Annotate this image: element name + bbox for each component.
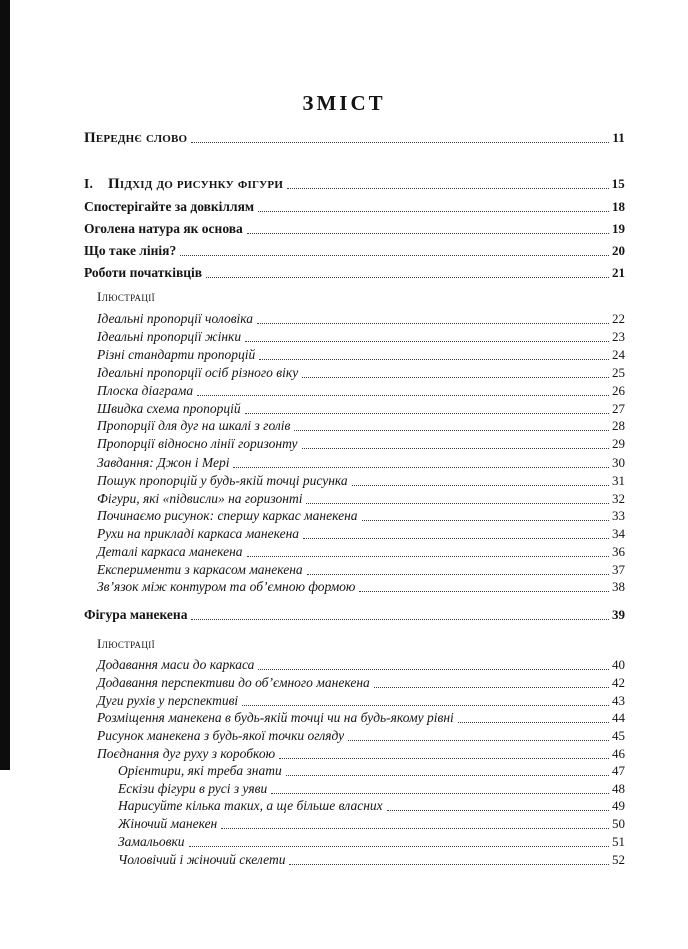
page-number: 11 <box>612 130 625 145</box>
entry-label: Розміщення манекена в будь-якій точці чи на будь-якому рівні <box>97 710 454 725</box>
page-number: 31 <box>612 473 625 488</box>
toc-entry <box>97 311 625 327</box>
page-number: 38 <box>612 579 625 594</box>
page-number: 37 <box>612 562 625 577</box>
entry-label: Ідеальні пропорції осіб різного віку <box>97 365 299 380</box>
page-number: 47 <box>612 763 625 778</box>
toc-entry <box>118 763 625 779</box>
toc-entry <box>97 455 625 471</box>
entry-label: Додавання перспективи до об’ємного манекена <box>97 675 370 690</box>
dot-leader <box>187 130 612 146</box>
dot-leader <box>348 473 612 489</box>
entry-number: I. <box>84 176 94 191</box>
toc-entry <box>97 636 625 652</box>
dot-leader <box>267 781 612 797</box>
toc-entry <box>118 798 625 814</box>
dot-leader <box>344 728 612 744</box>
dot-leader <box>254 657 612 673</box>
entry-label: Нарисуйте кілька таких, а ще більше власних <box>118 798 383 813</box>
entry-label: Оголена натура як основа <box>84 221 243 236</box>
entry-label: Починаємо рисунок: спершу каркас манекена <box>97 508 358 523</box>
page-number: 50 <box>612 816 625 831</box>
toc-entry <box>97 329 625 345</box>
dot-leader <box>285 852 612 868</box>
dot-leader <box>193 383 612 399</box>
dot-leader <box>355 579 612 595</box>
page-number: 22 <box>612 311 625 326</box>
toc-entry <box>118 781 625 797</box>
entry-label: Роботи початківців <box>84 265 203 280</box>
entry-label: Пошук пропорцій у будь-якій точці рисунка <box>97 473 348 488</box>
toc-entry <box>84 221 625 237</box>
dot-leader <box>303 562 612 578</box>
dot-leader <box>253 311 612 327</box>
toc-entry <box>97 562 625 578</box>
dot-leader <box>202 265 612 281</box>
entry-label: Замальовки <box>118 834 185 849</box>
page-number: 24 <box>612 347 625 362</box>
entry-label: Фігура манекена <box>84 607 188 622</box>
toc-entry <box>97 401 625 417</box>
toc-entry <box>118 816 625 832</box>
page-number: 29 <box>612 436 625 451</box>
toc-entry <box>84 176 625 192</box>
toc-entry <box>97 418 625 434</box>
dot-leader <box>454 710 612 726</box>
page-number: 42 <box>612 675 625 690</box>
toc-entry <box>97 675 625 691</box>
page-title: ЗМІСТ <box>302 91 386 116</box>
dot-leader <box>238 693 612 709</box>
entry-label: Ідеальні пропорції чоловіка <box>97 311 254 326</box>
page-number: 25 <box>612 365 625 380</box>
entry-label: Плоска діаграма <box>97 383 194 398</box>
dot-leader <box>187 607 612 623</box>
page-number: 18 <box>612 199 625 214</box>
entry-label: Дуги рухів у перспективі <box>97 693 239 708</box>
dot-leader <box>299 526 612 542</box>
entry-label: Переднє слово <box>84 130 188 146</box>
page-number: 40 <box>612 657 625 672</box>
dot-leader <box>185 834 612 850</box>
toc-entry <box>97 491 625 507</box>
page-number: 46 <box>612 746 625 761</box>
toc-entry <box>97 473 625 489</box>
page-number: 19 <box>612 221 625 236</box>
dot-leader <box>298 436 613 452</box>
entry-label: Пропорції відносно лінії горизонту <box>97 436 298 451</box>
dot-leader <box>243 544 612 560</box>
dot-leader <box>370 675 612 691</box>
entry-label: Експерименти з каркасом манекена <box>97 562 303 577</box>
dot-leader <box>241 401 612 417</box>
dot-leader <box>217 816 612 832</box>
toc-entry <box>97 508 625 524</box>
page-number: 23 <box>612 329 625 344</box>
page-number: 30 <box>612 455 625 470</box>
page-number: 48 <box>612 781 625 796</box>
entry-label: Поєднання дуг руху з коробкою <box>97 746 276 761</box>
entry-label: Рухи на прикладі каркаса манекена <box>97 526 300 541</box>
toc-entry <box>97 544 625 560</box>
dot-leader <box>383 798 612 814</box>
entry-label: Жіночий манекен <box>118 816 218 831</box>
page-number: 28 <box>612 418 625 433</box>
entry-label: Ілюстрації <box>97 636 156 651</box>
entry-label: Спостерігайте за довкіллям <box>84 199 255 214</box>
page-number: 27 <box>612 401 625 416</box>
entry-label: Чоловічий і жіночий скелети <box>118 852 286 867</box>
entry-label: Завдання: Джон і Мері <box>97 455 230 470</box>
entry-label: Ідеальні пропорції жінки <box>97 329 242 344</box>
dot-leader <box>275 746 612 762</box>
entry-label: Ілюстрації <box>97 289 156 304</box>
toc-entry <box>84 199 625 215</box>
toc-entry <box>97 347 625 363</box>
page-number: 36 <box>612 544 625 559</box>
dot-leader <box>298 365 612 381</box>
toc-entry <box>97 657 625 673</box>
entry-label: Пропорції для дуг на шкалі з голів <box>97 418 291 433</box>
dot-leader <box>283 176 612 192</box>
entry-label: Зв’язок між контуром та об’ємною формою <box>97 579 356 594</box>
dot-leader <box>241 329 612 345</box>
toc-entry <box>97 289 625 305</box>
toc-entry <box>97 579 625 595</box>
toc-entry <box>97 383 625 399</box>
toc-entry <box>97 436 625 452</box>
toc-entry <box>97 728 625 744</box>
dot-leader <box>254 199 612 215</box>
entry-label: Деталі каркаса манекена <box>97 544 243 559</box>
entry-label: Що таке лінія? <box>84 243 177 258</box>
dot-leader <box>229 455 612 471</box>
page-number: 45 <box>612 728 625 743</box>
entry-label: Підхід до рисунку фігури <box>108 176 284 192</box>
entry-label: Ескізи фігури в русі з уяви <box>118 781 268 796</box>
dot-leader <box>358 508 612 524</box>
toc-entry <box>84 265 625 281</box>
page-number: 15 <box>611 176 625 191</box>
toc-entry <box>84 243 625 259</box>
entry-label: Додавання маси до каркаса <box>97 657 255 672</box>
page-number: 51 <box>612 834 625 849</box>
toc-entry <box>97 710 625 726</box>
page-number: 49 <box>612 798 625 813</box>
page-number: 20 <box>612 243 625 258</box>
entry-label: Орієнтири, які треба знати <box>118 763 282 778</box>
page-number: 34 <box>612 526 625 541</box>
toc-entry <box>84 130 625 146</box>
toc-entry <box>97 526 625 542</box>
entry-label: Рисунок манекена з будь-якої точки огляду <box>97 728 345 743</box>
entry-label: Швидка схема пропорцій <box>97 401 241 416</box>
dot-leader <box>290 418 612 434</box>
dot-leader <box>243 221 612 237</box>
dot-leader <box>176 243 612 259</box>
entry-label: Фігури, які «підвисли» на горизонті <box>97 491 303 506</box>
entry-label: Різні стандарти пропорцій <box>97 347 256 362</box>
page-number: 44 <box>612 710 625 725</box>
page-number: 21 <box>612 265 625 280</box>
page-number: 26 <box>612 383 625 398</box>
toc-entry <box>118 852 625 868</box>
page-number: 33 <box>612 508 625 523</box>
dot-leader <box>302 491 612 507</box>
page-number: 32 <box>612 491 625 506</box>
toc-entry <box>97 365 625 381</box>
dot-leader <box>282 763 612 779</box>
dot-leader <box>255 347 612 363</box>
page-number: 52 <box>612 852 625 867</box>
toc-entry <box>97 693 625 709</box>
toc-entry <box>118 834 625 850</box>
toc-entry <box>97 746 625 762</box>
page-number: 43 <box>612 693 625 708</box>
toc-entry <box>84 607 625 623</box>
page-number: 39 <box>612 607 625 622</box>
